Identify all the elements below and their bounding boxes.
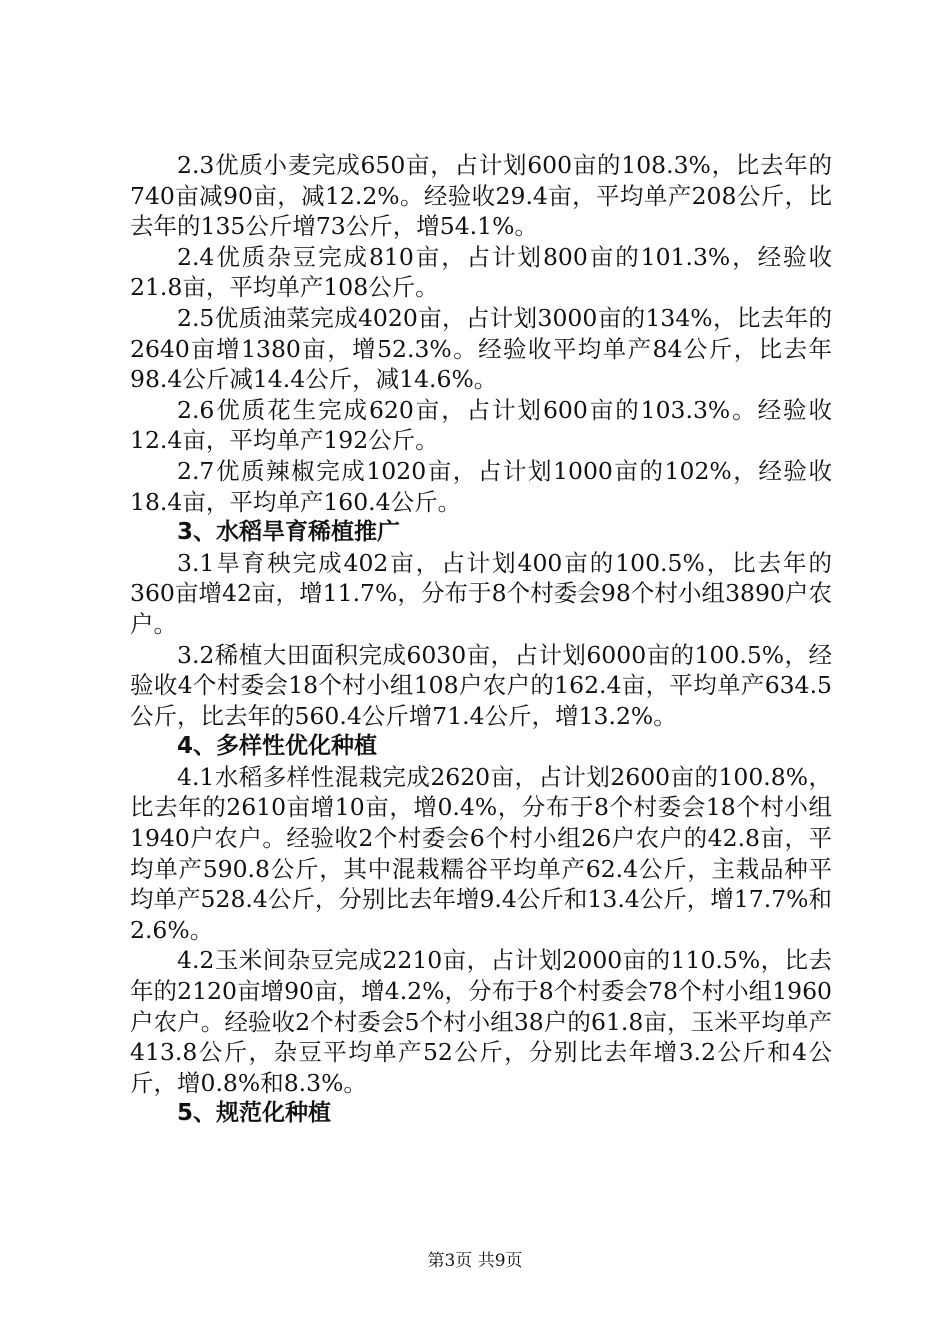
paragraph: 2.3优质小麦完成650亩，占计划600亩的108.3%，比去年的740亩减90亩，减12.2%。经验收29.4亩，平均单产208公斤，比去年的135公斤增73公斤，增54.1%。 xyxy=(130,151,832,241)
paragraph: 3.1旱育秧完成402亩，占计划400亩的100.5%，比去年的360亩增42亩，增11.7%，分布于8个村委会98个村小组3890户农户。 xyxy=(130,548,832,638)
section-heading: 4、多样性优化种植 xyxy=(177,733,378,760)
paragraph: 2.7优质辣椒完成1020亩，占计划1000亩的102%，经验收18.4亩，平均单产160.4公斤。 xyxy=(130,456,832,516)
page-footer: 第3页 共9页 xyxy=(427,1251,523,1271)
paragraph: 2.6优质花生完成620亩，占计划600亩的103.3%。经验收12.4亩，平均单产192公斤。 xyxy=(130,395,832,455)
paragraph: 2.4优质杂豆完成810亩，占计划800亩的101.3%，经验收21.8亩，平均单产108公斤。 xyxy=(130,242,832,302)
paragraph: 4.1水稻多样性混栽完成2620亩，占计划2600亩的100.8%，比去年的2610亩增10亩，增0.4%，分布于8个村委会18个村小组1940户农户。经验收2个村委会6个村小组26户农户的42.8亩，平均单产590.8公斤，其中混栽糯谷平均单产62.4公斤，主栽品种平均单产528.4公斤，分别比去年增9.4公斤和13.4公斤，增17.7%和2.6%。 xyxy=(130,762,832,944)
section-heading: 5、规范化种植 xyxy=(177,1100,332,1127)
section-heading: 3、水稻旱育稀植推广 xyxy=(177,519,401,546)
paragraph: 4.2玉米间杂豆完成2210亩，占计划2000亩的110.5%，比去年的2120亩增90亩，增4.2%，分布于8个村委会78个村小组1960户农户。经验收2个村委会5个村小组38户的61.8亩，玉米平均单产413.8公斤，杂豆平均单产52公斤，分别比去年增3.2公斤和4公斤，增0.8%和8.3%。 xyxy=(130,946,832,1097)
paragraph: 3.2稀植大田面积完成6030亩，占计划6000亩的100.5%，经验收4个村委会18个村小组108户农户的162.4亩，平均单产634.5公斤，比去年的560.4公斤增71.4公斤，增13.2%。 xyxy=(130,640,832,730)
paragraph: 2.5优质油菜完成4020亩，占计划3000亩的134%，比去年的2640亩增1380亩，增52.3%。经验收平均单产84公斤，比去年98.4公斤减14.4公斤，减14.6%。 xyxy=(130,303,832,394)
document-body xyxy=(130,150,832,1129)
